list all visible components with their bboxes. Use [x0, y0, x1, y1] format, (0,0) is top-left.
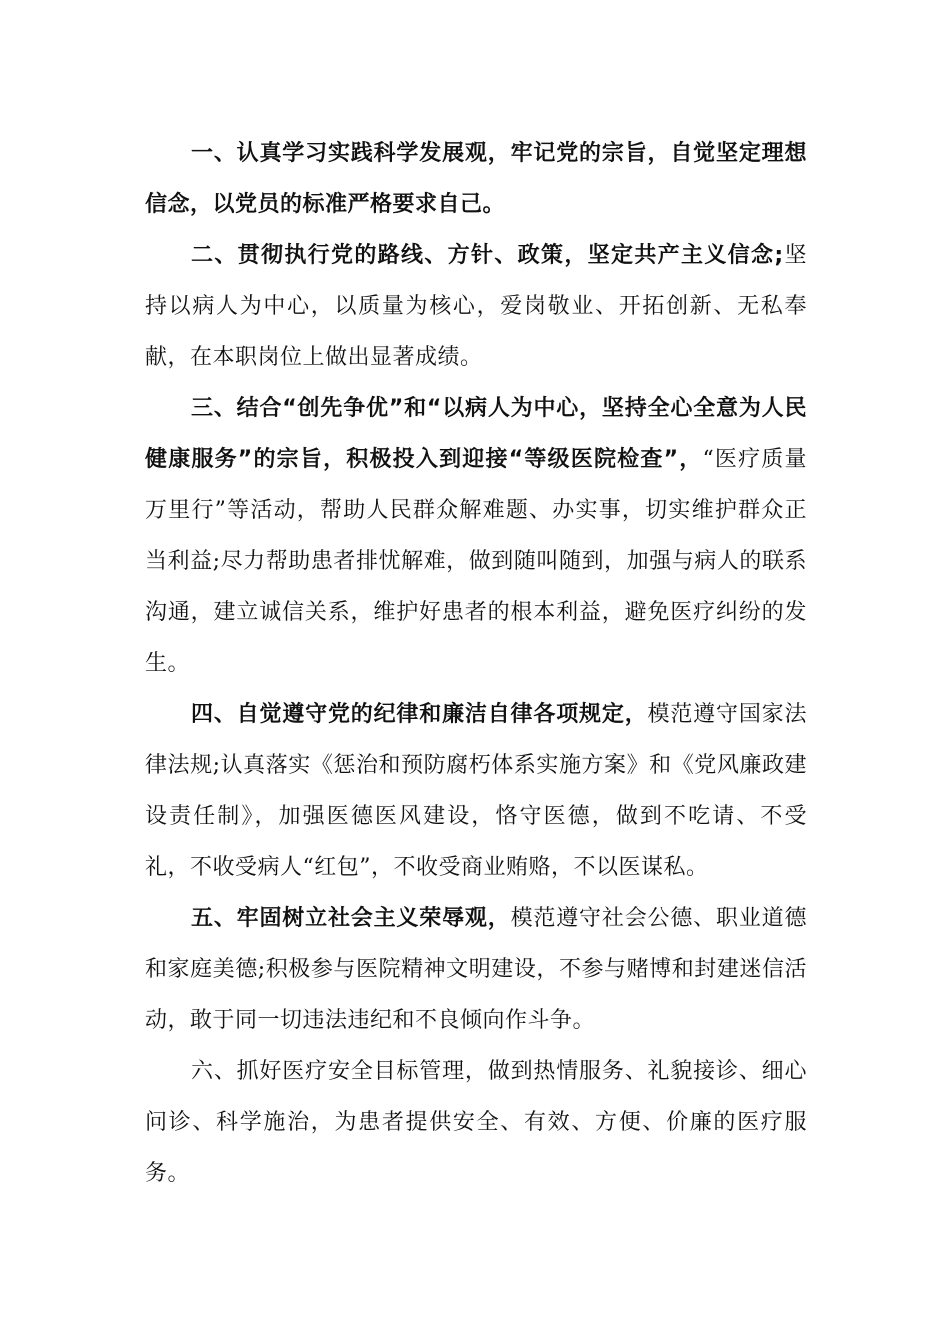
paragraph-1-bold-text: 一、认真学习实践科学发展观，牢记党的宗旨，自觉坚定理想信念，以党员的标准严格要求自己。 [145, 141, 807, 217]
paragraph-4-bold-text: 四、自觉遵守党的纪律和廉洁自律各项规定， [191, 702, 648, 727]
paragraph-3-bold-text: 三、结合“创先争优”和“以病人为中心，坚持全心全意为人民健康服务”的宗旨，积极投入到迎接“等级医院检查”， [145, 396, 807, 472]
document-body [145, 128, 807, 1199]
paragraph-2-bold-text: 二、贯彻执行党的路线、方针、政策，坚定共产主义信念; [191, 243, 784, 268]
paragraph-3-text: “医疗质量万里行”等活动，帮助人民群众解难题、办实事，切实维护群众正当利益;尽力帮助患者排忧解难，做到随叫随到，加强与病人的联系沟通，建立诚信关系，维护好患者的根本利益，避免医疗纠纷的发生。 [145, 447, 807, 676]
paragraph-4-text: 模范遵守国家法律法规;认真落实《惩治和预防腐朽体系实施方案》和《党风廉政建设责任制》，加强医德医风建设，恪守医德，做到不吃请、不受礼，不收受病人“红包”，不收受商业贿赂，不以医谋私。 [145, 702, 807, 880]
paragraph-5-bold-text: 五、牢固树立社会主义荣辱观， [191, 906, 511, 931]
paragraph-3 [145, 383, 807, 689]
paragraph-4 [145, 689, 807, 893]
paragraph-5-text: 模范遵守社会公德、职业道德和家庭美德;积极参与医院精神文明建设，不参与赌博和封建迷信活动，敢于同一切违法违纪和不良倾向作斗争。 [145, 906, 807, 1033]
paragraph-1 [145, 128, 807, 230]
paragraph-6-text: 六、抓好医疗安全目标管理，做到热情服务、礼貌接诊、细心问诊、科学施治，为患者提供安全、有效、方便、价廉的医疗服务。 [145, 1059, 807, 1186]
paragraph-2-text: 坚持以病人为中心，以质量为核心，爱岗敬业、开拓创新、无私奉献，在本职岗位上做出显著成绩。 [145, 243, 807, 370]
paragraph-5 [145, 893, 807, 1046]
paragraph-6 [145, 1046, 807, 1199]
paragraph-2 [145, 230, 807, 383]
